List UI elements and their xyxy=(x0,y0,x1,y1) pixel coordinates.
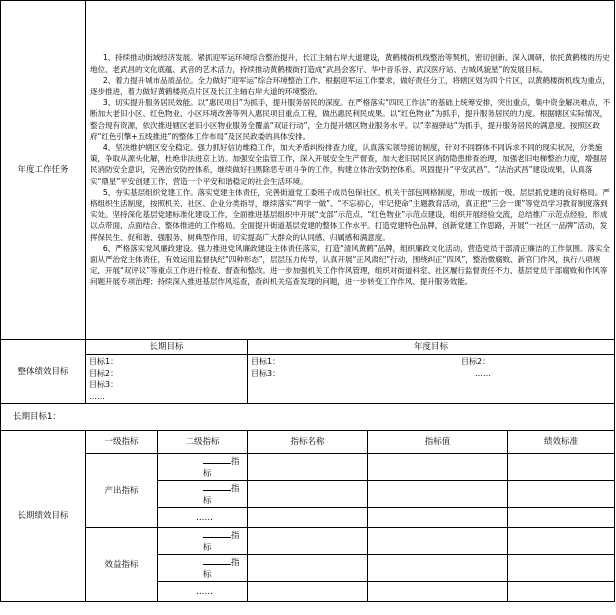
goal-line: …… xyxy=(89,391,105,401)
indicator-name-cell[interactable] xyxy=(248,481,368,508)
indicator-name-cell[interactable] xyxy=(248,454,368,481)
col-header-level1: 一级指标 xyxy=(86,431,158,454)
goal-line: 目标1： xyxy=(89,357,119,366)
level2-ellipsis[interactable]: …… xyxy=(158,582,248,602)
level2-cell[interactable]: 指标 xyxy=(158,454,248,481)
long-term-goal-1-row xyxy=(1,404,615,431)
task-item: 5、夯实基层组织党建工作。落实党建主体责任，完善街道党工委班子成员包保社区、机关干部包网格制度，形成一级抓一级、层层抓党建的良好格局。严格组织生活制度，按照机关、社区、企业分类指导，继续落实“两学一做”、“不忘初心，牢记使命”主题教育活动，真正把“三会一课”等党员学习教育制度落到实处。坚持深化基层党建标准化建设工作，全面推进基层组织中开展“支部”示范点、“红色物业”示范点建设，组织开展经验交流，总结推广示范点经验，形成以点带面、点面结合、整体推进的工作格局。全面提升街道基层党建的整体工作水平。打造党建特色品牌，创新党建工作思路，开展“一社区一品牌”活动，发挥保民生、促和谐、强服务、树典型作用，切实提高广大群众的认同感、归属感和满意度。 xyxy=(90,187,610,242)
goal-line: 目标3： xyxy=(251,368,281,378)
indicator-name-cell[interactable] xyxy=(248,555,368,582)
indicator-value-cell[interactable] xyxy=(368,528,508,555)
perf-header-row xyxy=(1,431,615,454)
long-term-goal-1-label[interactable]: 长期目标1： xyxy=(1,404,615,431)
standard-cell[interactable] xyxy=(508,582,615,602)
col-header-standard: 绩效标准 xyxy=(508,431,615,454)
indicator-name-cell[interactable] xyxy=(248,582,368,602)
overall-goals-header-row xyxy=(1,340,615,355)
indicator-value-cell[interactable] xyxy=(368,582,508,602)
standard-cell[interactable] xyxy=(508,508,615,528)
overall-goals-content-row xyxy=(1,355,615,404)
level2-ellipsis[interactable]: …… xyxy=(158,508,248,528)
goal-line: 目标2： xyxy=(461,357,491,366)
standard-cell[interactable] xyxy=(508,555,615,582)
annual-goals-left xyxy=(251,356,461,379)
standard-cell[interactable] xyxy=(508,454,615,481)
col-header-level2: 二级指标 xyxy=(158,431,248,454)
level2-cell[interactable]: 指标 xyxy=(158,481,248,508)
indicator-value-cell[interactable] xyxy=(368,481,508,508)
annual-tasks-row xyxy=(1,1,615,340)
indicator-value-cell[interactable] xyxy=(368,508,508,528)
annual-goal-header: 年度目标 xyxy=(248,340,615,355)
annual-goals-cell[interactable] xyxy=(248,355,615,404)
level1-output: 产出指标 xyxy=(86,454,158,528)
long-term-goal-header: 长期目标 xyxy=(86,340,248,355)
long-term-perf-label: 长期绩效目标 xyxy=(1,431,86,602)
standard-cell[interactable] xyxy=(508,528,615,555)
annual-tasks-label: 年度工作任务 xyxy=(1,1,86,340)
indicator-value-cell[interactable] xyxy=(368,555,508,582)
level1-benefit: 效益指标 xyxy=(86,528,158,602)
col-header-value: 指标值 xyxy=(368,431,508,454)
standard-cell[interactable] xyxy=(508,481,615,508)
indicator-value-cell[interactable] xyxy=(368,454,508,481)
task-item: 2、着力提升城市品质品位。全力做好“迎军运”综合环境整治工作。根据迎军运工作要求，做好责任分工，将辖区划为四个片区，以黄鹤楼街机线为重点，逐步推进，着力做好黄鹤楼亮点片区及长江主轴右岸大道的环境整治。 xyxy=(90,75,610,96)
goal-line: 目标2： xyxy=(89,368,119,378)
indicator-name-cell[interactable] xyxy=(248,528,368,555)
indicator-name-cell[interactable] xyxy=(248,508,368,528)
overall-goals-label: 整体绩效目标 xyxy=(1,340,86,404)
goal-line: 目标1： xyxy=(251,357,281,366)
annual-tasks-content xyxy=(86,1,615,340)
level2-cell[interactable]: 指标 xyxy=(158,555,248,582)
table-row xyxy=(1,454,615,481)
long-term-goals-cell[interactable] xyxy=(86,355,248,404)
task-item: 4、坚决维护辖区安全稳定。强力抓好信访维稳工作，加大矛盾纠纷排查力度，认真落实领导接访制度，针对不同群体不同诉求不同的现实状况，分类施策，争取从源头化解，杜绝非法进京上访。加强安全监管工作，深入开展安全生产督查，加大老旧居民区消防隐患排查治理，加强老旧电梯整治力度，增强居民消防安全意识，完善治安防控体系，继续做好扫黑除恶专项斗争的工作，构建立体治安防控体系。巩固提升“平安武昌”、“法治武昌”建设成果，认真落实“鼎星”平安创建工作，营造一个平安和谐稳定的社会生活环境。 xyxy=(90,142,608,186)
goal-line: 目标3： xyxy=(89,380,119,389)
task-item: 3、切实提升服务居民效能。以“惠民项目”为抓手，提升服务居民的深度。在严格落实“四民工作法”的基础上统筹安排，突出重点，集中资金解决难点，不断加大老旧小区、红色物业、小区环境改善等列入惠民项目重点工程，做出惠民利民成果。以“红色物业”为抓手，提升服务居民的力度。根据辖区实际情况，整合现有资源，依次推进辖区老旧小区物业服务全覆盖“双证行动”，全力提升辖区物业服务水平。以“幸福驿站”为抓手，提升服务居民的满意度。按照区政府“红色引擎+五线推进”的整体工作布局”及区民政委的具体安排。 xyxy=(90,98,611,141)
table-row xyxy=(1,528,615,555)
annual-goals-right xyxy=(461,356,491,379)
task-item: 6、严格落实党风廉政建设。强力推进党风廉政建设主体责任落实，打造“清风黄鹤”品牌，组织廉政文化活动，营造党员干部清正廉洁的工作氛围。落实全面从严治党主体责任，有效运用监督执纪“四种形态”，层层压力传导，认真开展“正风肃纪”行动，围绕纠正“四风”，整治微腐败、新官门作风，执行八项规定，开展“双评议”等重点工作进行检查、督查和整改。进一步加强机关工作作风管理，组织对街道科室、社区履行监督责任不力、基层党员干部腐败和作风等问题开展专项治理；持续深入推进基层作风巡查，查纠机关巡查发现的问题，进一步转变工作作风、提升服务效能。 xyxy=(90,243,610,287)
goal-line: …… xyxy=(475,368,491,378)
task-item: 1、持续推动街域经济发展。紧抓迎军运环境综合整治提升，长江主轴右岸大道建设，黄鹤楼街机线整治等契机，密切创新、深入调研，依托黄鹤楼的历史地位、老武昌的文化底蕴、武音的艺术活力，持续推动黄鹤楼街打造成“武昌会客厅、华中音乐谷、武汉医疗站、古城风貌星”的发展目标。 xyxy=(90,53,610,74)
level2-cell[interactable]: 指标 xyxy=(158,528,248,555)
col-header-name: 指标名称 xyxy=(248,431,368,454)
